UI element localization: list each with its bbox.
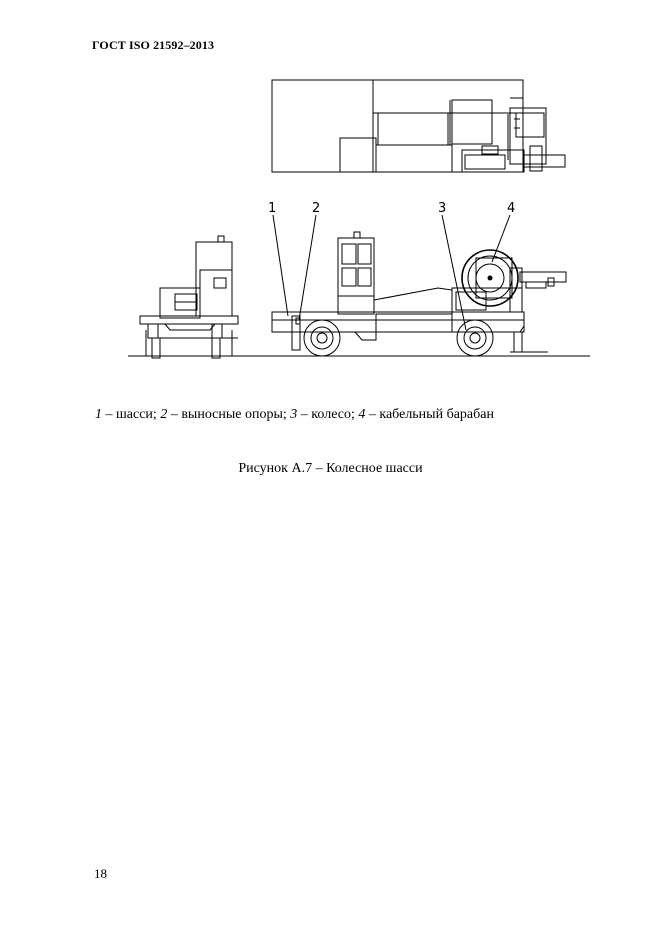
legend-text-1: – шасси; — [102, 407, 161, 422]
page-number: 18 — [94, 866, 107, 881]
legend-num-2: 2 — [160, 407, 168, 422]
rear-view — [140, 236, 238, 358]
side-view — [272, 232, 566, 356]
callout-1: 1 — [268, 201, 277, 216]
figure-title: Рисунок А.7 – Колесное шасси — [238, 461, 423, 476]
document-header: ГОСТ ISO 21592–2013 — [92, 38, 215, 52]
callout-2: 2 — [312, 201, 321, 216]
figure-legend — [95, 407, 494, 423]
legend-text-2: – выносные опоры; — [167, 407, 291, 422]
legend-num-4: 4 — [358, 407, 366, 422]
legend-text-4: – кабельный барабан — [365, 407, 494, 422]
callouts — [268, 201, 515, 330]
plan-view — [272, 80, 565, 172]
callout-4: 4 — [507, 201, 516, 216]
callout-3: 3 — [438, 201, 447, 216]
legend-text-3: – колесо; — [297, 407, 359, 422]
legend-num-1: 1 — [95, 407, 102, 422]
technical-drawing-wheeled-chassis — [0, 0, 661, 400]
legend-num-3: 3 — [290, 407, 298, 422]
